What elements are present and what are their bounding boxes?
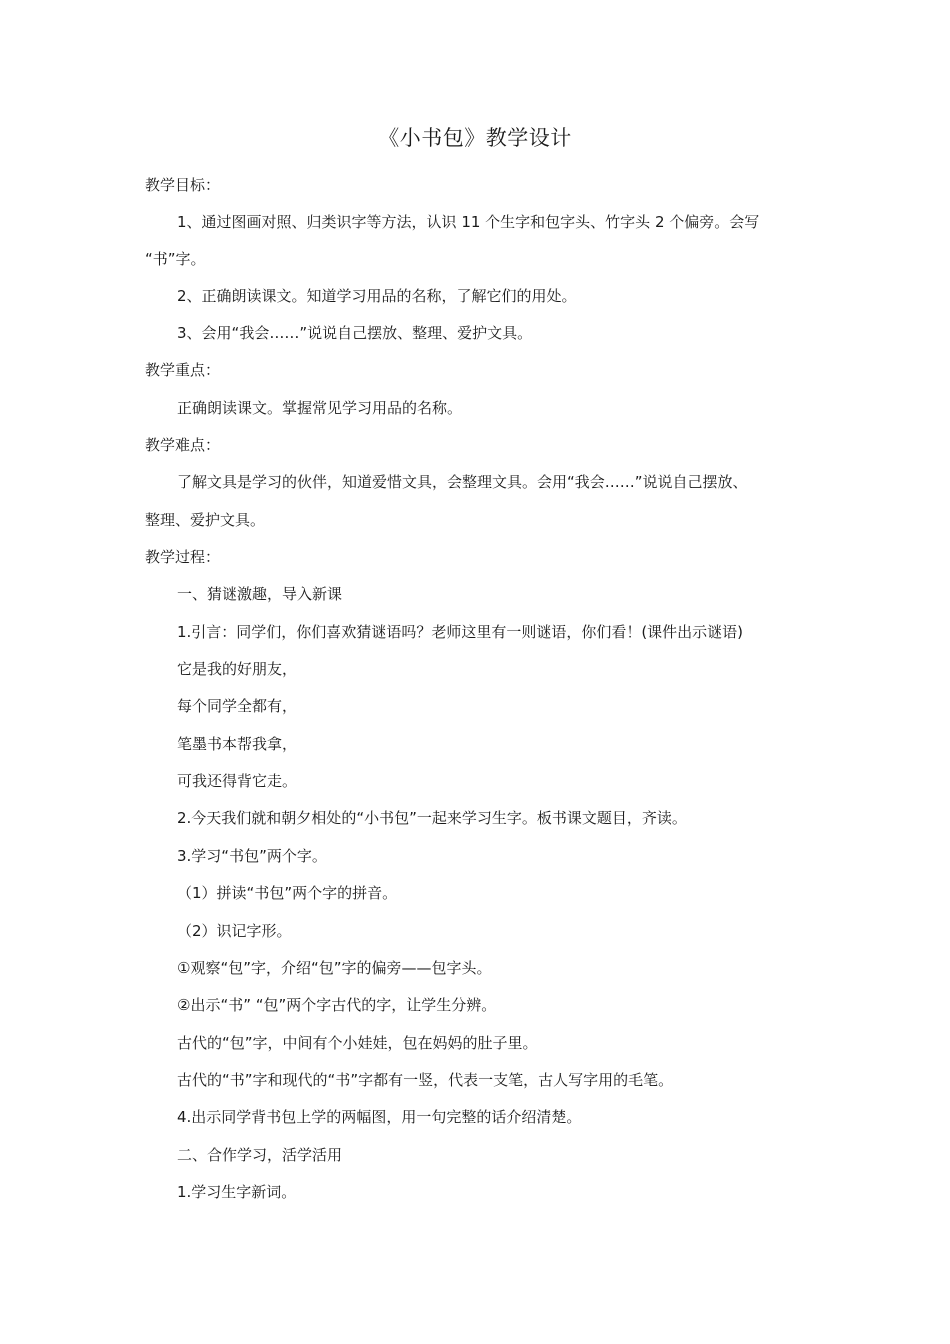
section-heading-objectives: 教学目标：	[145, 176, 221, 194]
paragraph-line: 2.今天我们就和朝夕相处的“小书包”一起来学习生字。板书课文题目，齐读。	[177, 809, 687, 827]
paragraph-line: 了解文具是学习的伙伴，知道爱惜文具，会整理文具。会用“我会……”说说自己摆放、	[177, 473, 748, 491]
paragraph-line: 正确朗读课文。掌握常见学习用品的名称。	[177, 399, 463, 417]
paragraph-line: 古代的“书”字和现代的“书”字都有一竖，代表一支笔，古人写字用的毛笔。	[177, 1071, 674, 1089]
paragraph-line: （2）识记字形。	[177, 922, 292, 940]
paragraph-line: ①观察“包”字，介绍“包”字的偏旁——包字头。	[177, 959, 492, 977]
section-heading-process: 教学过程：	[145, 548, 221, 566]
section-heading-difficulties: 教学难点：	[145, 436, 221, 454]
paragraph-line: 一、猜谜激趣，导入新课	[177, 585, 343, 603]
paragraph-line: ②出示“书” “包”两个字古代的字，让学生分辨。	[177, 996, 497, 1014]
paragraph-line: 1.学习生字新词。	[177, 1183, 297, 1201]
paragraph-line: 二、合作学习，活学活用	[177, 1146, 343, 1164]
paragraph-line: 整理、爱护文具。	[145, 511, 266, 529]
paragraph-line: 3.学习“书包”两个字。	[177, 847, 327, 865]
paragraph-line: 3、会用“我会……”说说自己摆放、整理、爱护文具。	[177, 324, 533, 342]
document-title: 《小书包》教学设计	[378, 126, 572, 150]
paragraph-line: （1）拼读“书包”两个字的拼音。	[177, 884, 398, 902]
section-heading-key-points: 教学重点：	[145, 361, 221, 379]
riddle-line: 可我还得背它走。	[177, 772, 298, 790]
riddle-line: 它是我的好朋友，	[177, 660, 298, 678]
paragraph-line: “书”字。	[145, 250, 206, 268]
paragraph-line: 1.引言：同学们，你们喜欢猜谜语吗？老师这里有一则谜语，你们看！(课件出示谜语)	[177, 623, 744, 641]
paragraph-line: 古代的“包”字，中间有个小娃娃，包在妈妈的肚子里。	[177, 1034, 538, 1052]
riddle-line: 每个同学全都有，	[177, 697, 298, 715]
paragraph-line: 2、正确朗读课文。知道学习用品的名称，了解它们的用处。	[177, 287, 577, 305]
riddle-line: 笔墨书本帮我拿，	[177, 735, 298, 753]
paragraph-line: 4.出示同学背书包上学的两幅图，用一句完整的话介绍清楚。	[177, 1108, 582, 1126]
paragraph-line: 1、通过图画对照、归类识字等方法，认识 11 个生字和包字头、竹字头 2 个偏旁。会写	[177, 213, 760, 231]
